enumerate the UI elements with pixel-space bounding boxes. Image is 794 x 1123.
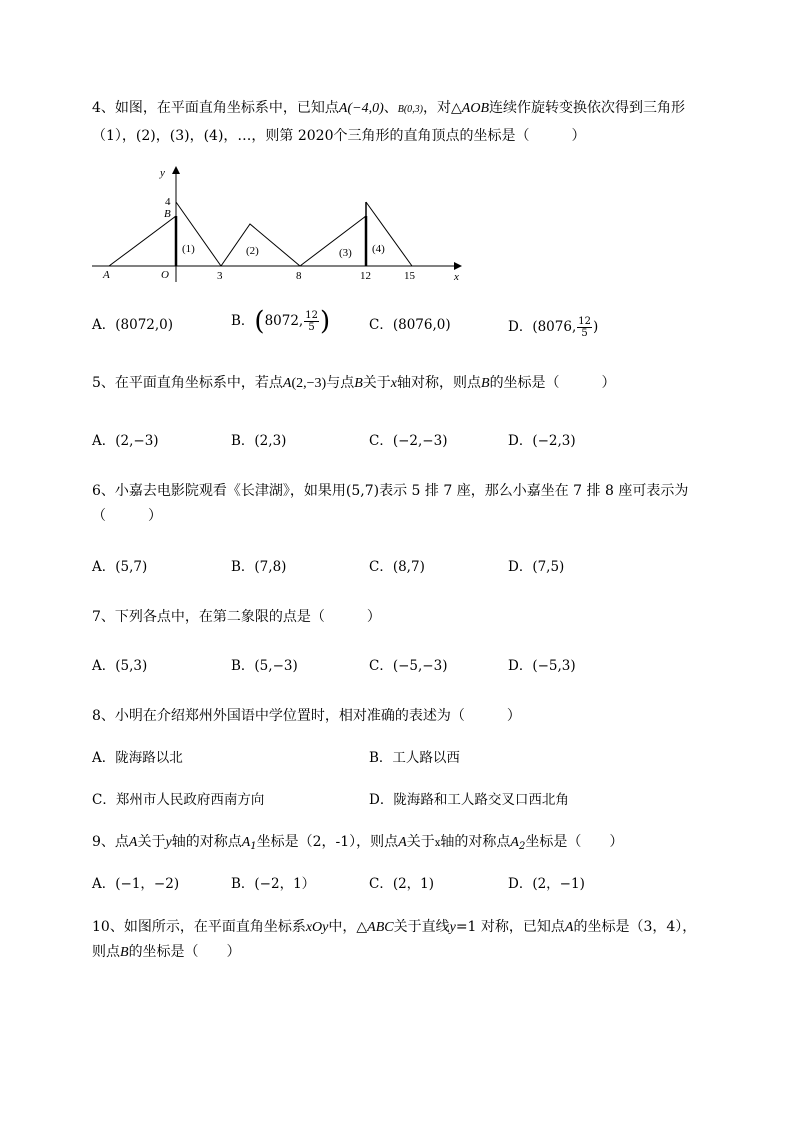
option-text: (8076,0) bbox=[392, 317, 451, 333]
label-triangle-3: (3) bbox=[339, 247, 352, 259]
q8-option-a[interactable]: A．陇海路以北 bbox=[92, 750, 183, 766]
fraction bbox=[304, 310, 319, 333]
triangle-3 bbox=[300, 216, 366, 266]
q5-text-2: 与点 bbox=[326, 375, 355, 391]
q4-separator: 、 bbox=[383, 100, 398, 116]
triangle-1 bbox=[176, 202, 221, 266]
label-b: B bbox=[164, 208, 171, 220]
q5-option-b[interactable]: B．(2,3) bbox=[231, 433, 287, 449]
q7-line: 7、下列各点中，在第二象限的点是（ ） bbox=[92, 609, 381, 625]
option-letter: D． bbox=[508, 319, 533, 335]
q9-option-d[interactable]: D．(2，−1) bbox=[508, 876, 585, 892]
label-triangle-1: (1) bbox=[182, 243, 195, 255]
q9-text-5: 关于 bbox=[406, 834, 435, 850]
option-text: 8072, bbox=[264, 313, 304, 329]
q10-text-2: 中，△ bbox=[328, 919, 368, 935]
option-text: (8076, bbox=[532, 319, 577, 335]
q9-point-a-2: A bbox=[398, 835, 407, 850]
q9-point-a1: A bbox=[241, 835, 251, 850]
q9-sub-2: 2 bbox=[518, 841, 526, 852]
x-axis-label: x bbox=[454, 271, 459, 283]
q9-text-7: 坐标是（ ） bbox=[525, 834, 624, 850]
q9-x-axis: x bbox=[434, 838, 441, 849]
q8-option-c[interactable]: C．郑州市人民政府西南方向 bbox=[92, 792, 265, 808]
q10-y: y bbox=[449, 920, 456, 935]
option-letter: C． bbox=[369, 317, 393, 333]
q10-point-a: A bbox=[564, 920, 574, 935]
q4-line2: （1），(2)，(3)，(4)，…，则第 2020个三角形的直角顶点的坐标是（ ） bbox=[92, 128, 586, 144]
q5-text-3: 关于 bbox=[362, 375, 391, 391]
fraction bbox=[577, 316, 592, 339]
denominator: 5 bbox=[581, 328, 588, 339]
label-triangle-2: (2) bbox=[246, 245, 259, 257]
q9-point-a: A bbox=[128, 835, 138, 850]
q8-option-b[interactable]: B．工人路以西 bbox=[369, 750, 460, 766]
label-4: 4 bbox=[165, 196, 171, 208]
right-paren: ) bbox=[319, 306, 331, 337]
q5-option-c[interactable]: C．(−2,−3) bbox=[369, 433, 448, 449]
y-axis-arrow bbox=[172, 166, 180, 174]
option-text: (8072,0) bbox=[115, 317, 174, 333]
q8-option-d[interactable]: D．陇海路和工人路交叉口西北角 bbox=[369, 792, 569, 808]
q5-axis: x bbox=[390, 376, 397, 391]
denominator: 5 bbox=[308, 322, 315, 333]
q9-sub-1: 1 bbox=[250, 841, 257, 852]
tick-12: 12 bbox=[360, 270, 371, 282]
q6-option-a[interactable]: A．(5,7) bbox=[92, 559, 148, 575]
q7-option-a[interactable]: A．(5,3) bbox=[92, 658, 148, 674]
q9-option-c[interactable]: C．(2，1) bbox=[369, 876, 435, 892]
q5-line bbox=[92, 374, 616, 393]
q5-text: 5、在平面直角坐标系中，若点 bbox=[92, 375, 283, 391]
q9-option-b[interactable]: B．(−2，1） bbox=[231, 876, 316, 892]
numerator: 12 bbox=[305, 310, 318, 321]
q10-xoy: xOy bbox=[305, 920, 329, 935]
q10-line2 bbox=[92, 943, 241, 962]
q4-point-a: A(−4,0) bbox=[338, 101, 384, 116]
q4-option-c[interactable] bbox=[369, 316, 451, 334]
q9-text-2: 关于 bbox=[137, 834, 166, 850]
q5-point-a: A bbox=[282, 376, 292, 391]
q9-y-axis: y bbox=[165, 835, 172, 850]
label-a: A bbox=[103, 269, 110, 281]
q9-point-a2: A bbox=[510, 835, 519, 850]
q5-text-5: 的坐标是（ ） bbox=[489, 375, 616, 391]
numerator: 12 bbox=[578, 316, 591, 327]
q10-text-7: 的坐标是（ ） bbox=[128, 944, 241, 960]
x-axis-arrow bbox=[454, 262, 462, 270]
q9-option-a[interactable]: A．(−1，−2) bbox=[92, 876, 180, 892]
q6-line2: （ ） bbox=[92, 508, 162, 524]
left-paren: ( bbox=[254, 306, 265, 337]
y-axis-label: y bbox=[160, 167, 165, 179]
q10-text-3: 关于直线 bbox=[393, 919, 450, 935]
q5-option-d[interactable]: D．(−2,3) bbox=[508, 433, 576, 449]
q6-option-b[interactable]: B．(7,8) bbox=[231, 559, 287, 575]
q7-option-c[interactable]: C．(−5,−3) bbox=[369, 658, 448, 674]
q10-point-b: B bbox=[120, 945, 129, 960]
label-triangle-4: (4) bbox=[372, 243, 385, 255]
q5-text-4: 轴对称，则点 bbox=[397, 375, 481, 391]
q4-option-b[interactable] bbox=[231, 306, 331, 337]
q10-triangle: ABC bbox=[367, 920, 394, 935]
q4-text: 4、如图，在平面直角坐标系中，已知点 bbox=[92, 100, 339, 116]
q4-figure bbox=[92, 162, 472, 287]
q10-text-5: 的坐标是（3，4）， bbox=[573, 919, 697, 935]
option-letter: B． bbox=[231, 313, 255, 329]
q7-option-b[interactable]: B．(5,−3) bbox=[231, 658, 298, 674]
q6-option-c[interactable]: C．(8,7) bbox=[369, 559, 425, 575]
triangle-4 bbox=[366, 202, 412, 266]
triangle-2 bbox=[221, 224, 300, 266]
option-letter: A． bbox=[92, 317, 116, 333]
q5-coord: (2,−3) bbox=[291, 376, 327, 391]
q4-point-b: B(0,3) bbox=[397, 104, 424, 115]
tick-3: 3 bbox=[217, 270, 223, 282]
q10-text: 10、如图所示，在平面直角坐标系 bbox=[92, 919, 306, 935]
q4-option-d[interactable] bbox=[508, 316, 598, 339]
option-text-end: ) bbox=[592, 319, 599, 335]
q4-triangle: AOB bbox=[461, 101, 490, 116]
q9-text-4: 坐标是（2，-1），则点 bbox=[256, 834, 399, 850]
q9-text-3: 轴的对称点 bbox=[171, 834, 242, 850]
q9-text: 9、点 bbox=[92, 834, 129, 850]
q4-line1 bbox=[92, 99, 685, 119]
q10-text-6: 则点 bbox=[92, 944, 120, 960]
q4-text-3: 连续作旋转变换依次得到三角形 bbox=[489, 100, 686, 116]
q9-line bbox=[92, 833, 623, 856]
label-o: O bbox=[161, 269, 169, 281]
q5-point-b: B bbox=[354, 376, 363, 391]
q10-line1 bbox=[92, 918, 696, 937]
q7-option-d[interactable]: D．(−5,3) bbox=[508, 658, 576, 674]
q5-option-a[interactable]: A．(2,−3) bbox=[92, 433, 159, 449]
tick-15: 15 bbox=[404, 270, 415, 282]
q10-text-4: =1 对称，已知点 bbox=[455, 919, 565, 935]
triangle-aob bbox=[109, 216, 176, 266]
tick-8: 8 bbox=[296, 270, 302, 282]
q5-point-b-2: B bbox=[481, 376, 490, 391]
q4-text-2: ，对△ bbox=[423, 100, 462, 116]
q6-option-d[interactable]: D．(7,5) bbox=[508, 559, 565, 575]
q9-text-6: 轴的对称点 bbox=[440, 834, 511, 850]
q8-line: 8、小明在介绍郑州外国语中学位置时，相对准确的表述为（ ） bbox=[92, 708, 521, 724]
q4-option-a[interactable] bbox=[92, 316, 173, 334]
q6-line1: 6、小嘉去电影院观看《长津湖》，如果用(5,7)表示 5 排 7 座，那么小嘉坐在 7 排 8 座可表示为 bbox=[92, 483, 689, 499]
